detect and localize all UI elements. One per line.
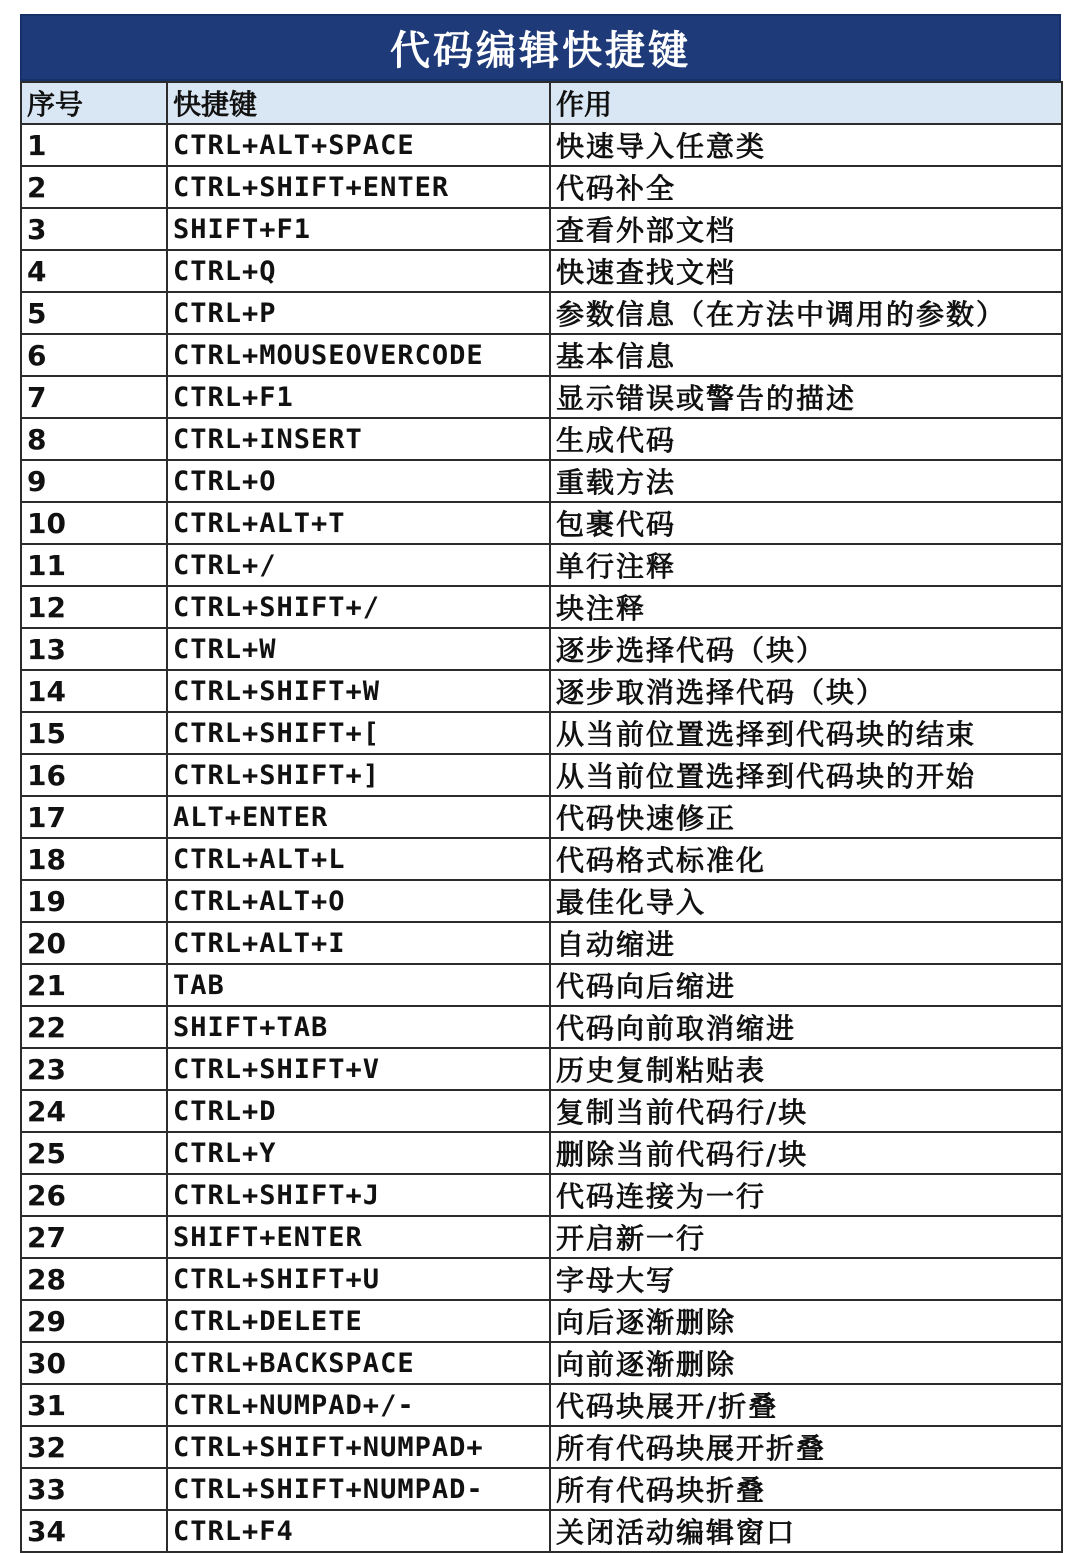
row-function: 最佳化导入 (550, 880, 1062, 922)
row-function: 包裹代码 (550, 502, 1062, 544)
row-shortcut: CTRL+SHIFT+/ (167, 586, 550, 628)
table-row (21, 292, 1062, 334)
row-index: 21 (21, 964, 167, 1006)
row-shortcut: CTRL+SHIFT+NUMPAD+ (167, 1426, 550, 1468)
table-row (21, 208, 1062, 250)
row-index: 30 (21, 1342, 167, 1384)
row-index: 29 (21, 1300, 167, 1342)
table-row (21, 1048, 1062, 1090)
row-shortcut: SHIFT+ENTER (167, 1216, 550, 1258)
row-function: 生成代码 (550, 418, 1062, 460)
table-row (21, 1384, 1062, 1426)
row-function: 所有代码块折叠 (550, 1468, 1062, 1510)
row-function: 所有代码块展开折叠 (550, 1426, 1062, 1468)
table-row (21, 1258, 1062, 1300)
row-index: 5 (21, 292, 167, 334)
row-index: 14 (21, 670, 167, 712)
table-row (21, 712, 1062, 754)
row-function: 逐步选择代码（块） (550, 628, 1062, 670)
row-shortcut: CTRL+O (167, 460, 550, 502)
row-index: 3 (21, 208, 167, 250)
row-function: 查看外部文档 (550, 208, 1062, 250)
row-index: 10 (21, 502, 167, 544)
row-shortcut: CTRL+MOUSEOVERCODE (167, 334, 550, 376)
row-shortcut: CTRL+SHIFT+[ (167, 712, 550, 754)
row-index: 16 (21, 754, 167, 796)
table-row (21, 1216, 1062, 1258)
row-shortcut: TAB (167, 964, 550, 1006)
row-index: 22 (21, 1006, 167, 1048)
row-shortcut: CTRL+Q (167, 250, 550, 292)
table-row (21, 964, 1062, 1006)
row-shortcut: CTRL+SHIFT+W (167, 670, 550, 712)
row-shortcut: CTRL+ALT+L (167, 838, 550, 880)
table-row (21, 502, 1062, 544)
row-function: 从当前位置选择到代码块的结束 (550, 712, 1062, 754)
table-row (21, 418, 1062, 460)
row-function: 代码格式标准化 (550, 838, 1062, 880)
row-shortcut: SHIFT+TAB (167, 1006, 550, 1048)
row-function: 自动缩进 (550, 922, 1062, 964)
row-index: 17 (21, 796, 167, 838)
row-shortcut: CTRL+SHIFT+NUMPAD- (167, 1468, 550, 1510)
row-function: 代码向前取消缩进 (550, 1006, 1062, 1048)
table-row (21, 166, 1062, 208)
row-index: 15 (21, 712, 167, 754)
row-shortcut: CTRL+W (167, 628, 550, 670)
header-shortcut: 快捷键 (167, 82, 550, 124)
row-shortcut: CTRL+NUMPAD+/- (167, 1384, 550, 1426)
table-row (21, 838, 1062, 880)
row-index: 13 (21, 628, 167, 670)
row-function: 块注释 (550, 586, 1062, 628)
row-function: 代码补全 (550, 166, 1062, 208)
table-row (21, 586, 1062, 628)
row-index: 19 (21, 880, 167, 922)
row-index: 27 (21, 1216, 167, 1258)
table-row (21, 1132, 1062, 1174)
row-index: 20 (21, 922, 167, 964)
row-index: 23 (21, 1048, 167, 1090)
row-index: 31 (21, 1384, 167, 1426)
row-index: 28 (21, 1258, 167, 1300)
row-index: 11 (21, 544, 167, 586)
row-function: 字母大写 (550, 1258, 1062, 1300)
table-row (21, 1510, 1062, 1552)
row-index: 24 (21, 1090, 167, 1132)
table-row (21, 1468, 1062, 1510)
row-index: 6 (21, 334, 167, 376)
row-shortcut: CTRL+F1 (167, 376, 550, 418)
row-shortcut: CTRL+P (167, 292, 550, 334)
row-index: 1 (21, 124, 167, 166)
row-shortcut: CTRL+/ (167, 544, 550, 586)
table-row (21, 376, 1062, 418)
row-shortcut: ALT+ENTER (167, 796, 550, 838)
row-shortcut: CTRL+SHIFT+] (167, 754, 550, 796)
table-row (21, 334, 1062, 376)
row-index: 26 (21, 1174, 167, 1216)
table-row (21, 1300, 1062, 1342)
table-row (21, 670, 1062, 712)
row-index: 33 (21, 1468, 167, 1510)
row-function: 重载方法 (550, 460, 1062, 502)
row-shortcut: CTRL+SHIFT+J (167, 1174, 550, 1216)
row-shortcut: CTRL+ALT+T (167, 502, 550, 544)
row-shortcut: CTRL+ALT+O (167, 880, 550, 922)
row-function: 快速查找文档 (550, 250, 1062, 292)
table-row (21, 754, 1062, 796)
row-function: 基本信息 (550, 334, 1062, 376)
table-row (21, 1174, 1062, 1216)
row-function: 开启新一行 (550, 1216, 1062, 1258)
row-shortcut: CTRL+D (167, 1090, 550, 1132)
row-function: 从当前位置选择到代码块的开始 (550, 754, 1062, 796)
row-shortcut: CTRL+SHIFT+ENTER (167, 166, 550, 208)
row-function: 单行注释 (550, 544, 1062, 586)
row-function: 向后逐渐删除 (550, 1300, 1062, 1342)
row-shortcut: CTRL+INSERT (167, 418, 550, 460)
sheet-title: 代码编辑快捷键 (20, 14, 1061, 81)
table-row (21, 1006, 1062, 1048)
row-shortcut: CTRL+SHIFT+V (167, 1048, 550, 1090)
table-row (21, 460, 1062, 502)
row-index: 34 (21, 1510, 167, 1552)
table-row (21, 1090, 1062, 1132)
header-index: 序号 (21, 82, 167, 124)
table-row (21, 880, 1062, 922)
row-index: 32 (21, 1426, 167, 1468)
row-shortcut: SHIFT+F1 (167, 208, 550, 250)
row-shortcut: CTRL+F4 (167, 1510, 550, 1552)
table-row (21, 544, 1062, 586)
table-row (21, 922, 1062, 964)
row-function: 逐步取消选择代码（块） (550, 670, 1062, 712)
row-function: 代码快速修正 (550, 796, 1062, 838)
row-index: 7 (21, 376, 167, 418)
table-row (21, 124, 1062, 166)
row-function: 删除当前代码行/块 (550, 1132, 1062, 1174)
row-shortcut: CTRL+BACKSPACE (167, 1342, 550, 1384)
row-index: 4 (21, 250, 167, 292)
row-index: 2 (21, 166, 167, 208)
row-function: 显示错误或警告的描述 (550, 376, 1062, 418)
row-index: 25 (21, 1132, 167, 1174)
row-shortcut: CTRL+SHIFT+U (167, 1258, 550, 1300)
row-function: 代码块展开/折叠 (550, 1384, 1062, 1426)
row-shortcut: CTRL+ALT+SPACE (167, 124, 550, 166)
table-row (21, 628, 1062, 670)
row-index: 8 (21, 418, 167, 460)
row-function: 代码连接为一行 (550, 1174, 1062, 1216)
table-row (21, 250, 1062, 292)
header-row (21, 82, 1062, 124)
row-function: 代码向后缩进 (550, 964, 1062, 1006)
row-index: 18 (21, 838, 167, 880)
row-function: 历史复制粘贴表 (550, 1048, 1062, 1090)
row-index: 9 (21, 460, 167, 502)
row-function: 复制当前代码行/块 (550, 1090, 1062, 1132)
row-shortcut: CTRL+DELETE (167, 1300, 550, 1342)
row-index: 12 (21, 586, 167, 628)
row-function: 关闭活动编辑窗口 (550, 1510, 1062, 1552)
shortcut-table (20, 81, 1063, 1553)
row-function: 快速导入任意类 (550, 124, 1062, 166)
shortcut-sheet (20, 14, 1061, 1553)
row-function: 参数信息（在方法中调用的参数） (550, 292, 1062, 334)
row-shortcut: CTRL+ALT+I (167, 922, 550, 964)
header-function: 作用 (550, 82, 1062, 124)
table-row (21, 796, 1062, 838)
table-row (21, 1342, 1062, 1384)
row-function: 向前逐渐删除 (550, 1342, 1062, 1384)
table-row (21, 1426, 1062, 1468)
row-shortcut: CTRL+Y (167, 1132, 550, 1174)
